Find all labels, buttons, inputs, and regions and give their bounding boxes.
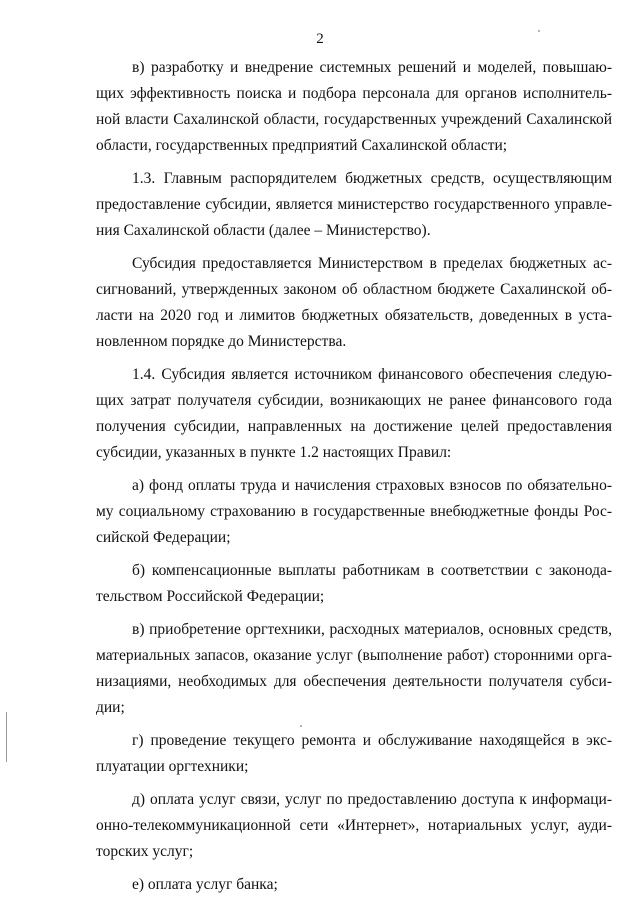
text-line: в) приобретение оргтехники, расходных материалов, основных средств, [132, 621, 612, 638]
paragraph-gap [96, 466, 612, 473]
text-line: дии; [96, 699, 125, 716]
paragraph-1-4 [96, 362, 612, 466]
text-line: субсидии, указанных в пункте 1.2 настоящих Правил: [96, 444, 452, 461]
text-line: ния Сахалинской области (далее – Министерство). [96, 222, 431, 239]
paragraph-v-development [96, 55, 612, 159]
paragraph-a-wage-fund [96, 473, 612, 551]
text-line: ной власти Сахалинской области, государственных учреждений Сахалинской [96, 111, 612, 128]
paragraph-gap [96, 865, 612, 872]
text-line: низациями, необходимых для обеспечения деятельности получателя субси- [96, 673, 612, 690]
text-line: области, государственных предприятий Сахалинской области; [96, 137, 508, 154]
paragraph-subsidy-limits [96, 251, 612, 355]
paragraph-gap [96, 610, 612, 617]
text-line: щих затрат получателя субсидии, возникающих не ранее финансового года [96, 392, 612, 409]
text-line: новленном порядке до Министерства. [96, 333, 347, 350]
paragraph-g-repair [96, 728, 612, 780]
text-line: д) оплата услуг связи, услуг по предоставлению доступа к информаци- [132, 791, 612, 808]
paragraph-gap [96, 551, 612, 558]
text-line: в) разработку и внедрение системных решений и моделей, повышаю- [132, 59, 612, 76]
paragraph-gap [96, 780, 612, 787]
paragraph-d-communication [96, 787, 612, 865]
paragraph-gap [96, 355, 612, 362]
document-body [96, 55, 612, 898]
text-line: получения субсидии, направленных на достижение целей предоставления [96, 418, 612, 435]
text-line: ласти на 2020 год и лимитов бюджетных обязательств, доведенных в уста- [96, 307, 612, 324]
text-line: плуатации оргтехники; [96, 758, 249, 775]
text-line: е) оплата услуг банка; [132, 876, 278, 893]
text-line: онно-телекоммуникационной сети «Интернет», нотариальных услуг, ауди- [96, 817, 612, 834]
paragraph-v-acquisition [96, 617, 612, 721]
text-line: материальных запасов, оказание услуг (выполнение работ) сторонними орга- [96, 647, 612, 664]
text-line: щих эффективность поиска и подбора персонала для органов исполнитель- [96, 85, 612, 102]
text-line: торских услуг; [96, 843, 194, 860]
text-line: 1.4. Субсидия является источником финансового обеспечения следую- [132, 366, 612, 383]
page-number: 2 [316, 31, 324, 47]
paragraph-gap [96, 159, 612, 166]
text-line: а) фонд оплаты труда и начисления страховых взносов по обязательно- [132, 477, 612, 494]
scan-edge-mark [6, 712, 7, 762]
text-line: му социальному страхованию в государственные внебюджетные фонды Рос- [96, 503, 612, 520]
text-line: сигнований, утвержденных законом об областном бюджете Сахалинской об- [96, 281, 612, 298]
text-line: предоставление субсидии, является министерство государственного управле- [96, 196, 612, 213]
text-line: тельством Российской Федерации; [96, 588, 325, 605]
text-line: б) компенсационные выплаты работникам в соответствии с законода- [132, 562, 612, 579]
scan-speck [538, 30, 540, 32]
paragraph-gap [96, 721, 612, 728]
paragraph-gap [96, 244, 612, 251]
paragraph-b-compensation [96, 558, 612, 610]
text-line: 1.3. Главным распорядителем бюджетных средств, осуществляющим [132, 170, 612, 187]
paragraph-1-3 [96, 166, 612, 244]
text-line: Субсидия предоставляется Министерством в пределах бюджетных ас- [132, 255, 612, 272]
text-line: сийской Федерации; [96, 529, 231, 546]
text-line: г) проведение текущего ремонта и обслуживание находящейся в экс- [132, 732, 612, 749]
paragraph-e-bank [96, 872, 612, 898]
